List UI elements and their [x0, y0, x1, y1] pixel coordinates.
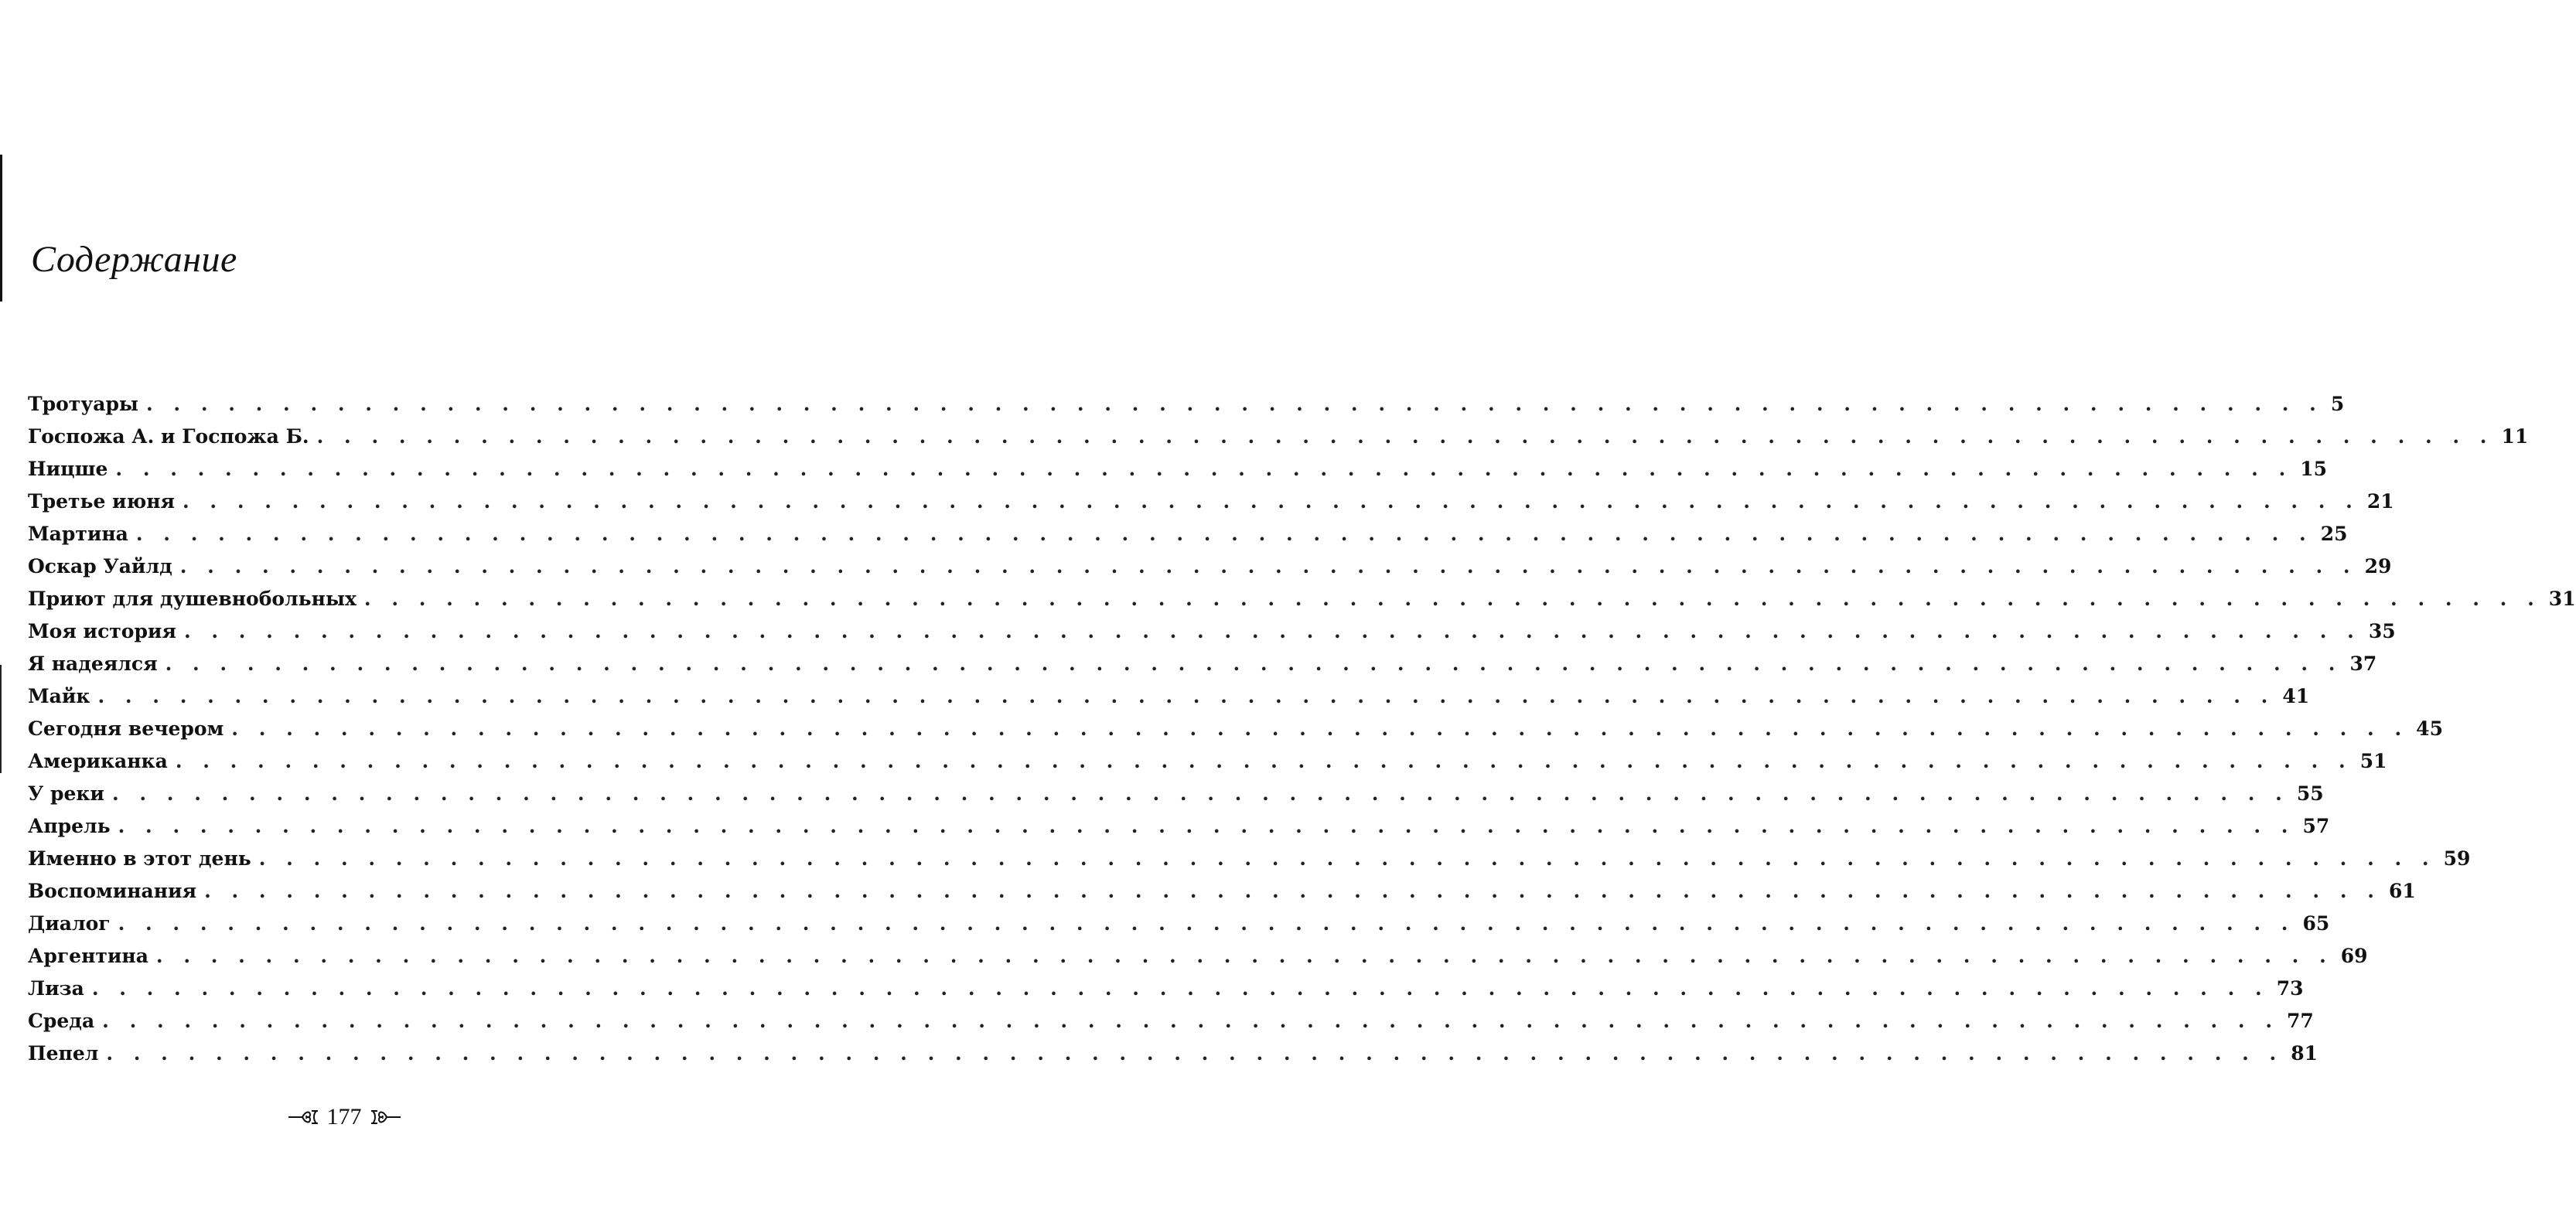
- ornament-right-icon: [367, 1108, 402, 1126]
- toc-entry-page: 45: [2416, 717, 2443, 740]
- toc-entry: [28, 908, 2330, 940]
- toc-entry-leader: . . . . . . . . . . . . . . . . . . . . . . . . . . . . . . . . . . . . . . . . . . . . . . . . . . . . . . . . . . . . . . . . . . . . . . . . . . . . . . . .: [155, 945, 2333, 967]
- toc-entry-leader: . . . . . . . . . . . . . . . . . . . . . . . . . . . . . . . . . . . . . . . . . . . . . . . . . . . . . . . . . . . . . . . . . . . . . . . . . . . . . . . .: [316, 425, 2494, 448]
- toc-entry-page: 59: [2443, 847, 2471, 870]
- toc-entry: [28, 875, 2416, 908]
- toc-entry-leader: . . . . . . . . . . . . . . . . . . . . . . . . . . . . . . . . . . . . . . . . . . . . . . . . . . . . . . . . . . . . . . . . . . . . . . . . . . . . . . . .: [204, 880, 2381, 902]
- toc-entry: [28, 388, 2345, 421]
- toc-entry-title: Приют для душевнобольных: [28, 588, 357, 610]
- toc-entry-leader: . . . . . . . . . . . . . . . . . . . . . . . . . . . . . . . . . . . . . . . . . . . . . . . . . . . . . . . . . . . . . . . . . . . . . . . . . . . . . . . .: [146, 393, 2323, 415]
- toc-entry-title: Воспоминания: [28, 880, 197, 902]
- toc-entry-title: Я надеялся: [28, 652, 158, 675]
- toc-entry-leader: . . . . . . . . . . . . . . . . . . . . . . . . . . . . . . . . . . . . . . . . . . . . . . . . . . . . . . . . . . . . . . . . . . . . . . . . . . . . . . . .: [183, 620, 2361, 642]
- toc-entry-title: Именно в этот день: [28, 847, 251, 870]
- toc-entry: [28, 810, 2330, 843]
- toc-entry-leader: . . . . . . . . . . . . . . . . . . . . . . . . . . . . . . . . . . . . . . . . . . . . . . . . . . . . . . . . . . . . . . . . . . . . . . . . . . . . . . . .: [258, 847, 2436, 870]
- toc-entry: [28, 940, 2368, 973]
- toc-entry-page: 81: [2291, 1042, 2318, 1065]
- toc-entry-title: Госпожа А. и Госпожа Б.: [28, 425, 309, 448]
- toc-entry-leader: . . . . . . . . . . . . . . . . . . . . . . . . . . . . . . . . . . . . . . . . . . . . . . . . . . . . . . . . . . . . . . . . . . . . . . . . . . . . . . . .: [111, 782, 2289, 805]
- toc-entry-page: 31: [2548, 588, 2576, 610]
- toc-entry-leader: . . . . . . . . . . . . . . . . . . . . . . . . . . . . . . . . . . . . . . . . . . . . . . . . . . . . . . . . . . . . . . . . . . . . . . . . . . . . . . . .: [102, 1010, 2280, 1032]
- toc-entry: [28, 615, 2396, 648]
- toc-entry: [28, 486, 2394, 518]
- page-title: Содержание: [31, 239, 237, 280]
- toc-entry-leader: . . . . . . . . . . . . . . . . . . . . . . . . . . . . . . . . . . . . . . . . . . . . . . . . . . . . . . . . . . . . . . . . . . . . . . . . . . . . . . . .: [179, 555, 2357, 578]
- toc-entry-title: Тротуары: [28, 393, 138, 415]
- toc-entry-page: 25: [2320, 523, 2348, 545]
- toc-entry-leader: . . . . . . . . . . . . . . . . . . . . . . . . . . . . . . . . . . . . . . . . . . . . . . . . . . . . . . . . . . . . . . . . . . . . . . . . . . . . . . . .: [97, 685, 2275, 707]
- toc-entry-page: 57: [2302, 815, 2330, 837]
- toc-entry-page: 61: [2388, 880, 2416, 902]
- toc-entry: [28, 453, 2328, 486]
- toc-entry-leader: . . . . . . . . . . . . . . . . . . . . . . . . . . . . . . . . . . . . . . . . . . . . . . . . . . . . . . . . . . . . . . . . . . . . . . . . . . . . . . . .: [135, 523, 2313, 545]
- toc-entry-leader: . . . . . . . . . . . . . . . . . . . . . . . . . . . . . . . . . . . . . . . . . . . . . . . . . . . . . . . . . . . . . . . . . . . . . . . . . . . . . . . .: [363, 588, 2541, 610]
- toc-entry-page: 11: [2501, 425, 2529, 448]
- toc-entry: [28, 843, 2471, 875]
- toc-entry-title: Оскар Уайлд: [28, 555, 172, 578]
- toc-entry: [28, 648, 2377, 680]
- toc-entry-title: У реки: [28, 782, 104, 805]
- toc-entry-leader: . . . . . . . . . . . . . . . . . . . . . . . . . . . . . . . . . . . . . . . . . . . . . . . . . . . . . . . . . . . . . . . . . . . . . . . . . . . . . . . .: [231, 717, 2409, 740]
- toc-entry-title: Ницше: [28, 458, 108, 480]
- toc-entry-leader: . . . . . . . . . . . . . . . . . . . . . . . . . . . . . . . . . . . . . . . . . . . . . . . . . . . . . . . . . . . . . . . . . . . . . . . . . . . . . . . .: [165, 652, 2342, 675]
- toc-entry-leader: . . . . . . . . . . . . . . . . . . . . . . . . . . . . . . . . . . . . . . . . . . . . . . . . . . . . . . . . . . . . . . . . . . . . . . . . . . . . . . . .: [91, 977, 2269, 1000]
- page-edge-mark-lower: [0, 665, 2, 773]
- toc-entry: [28, 583, 2576, 615]
- toc-entry-title: Сегодня вечером: [28, 717, 224, 740]
- page-number: 177: [326, 1104, 362, 1129]
- toc-entry: [28, 680, 2310, 713]
- page-edge-mark: [0, 155, 2, 302]
- toc-entry-title: Аргентина: [28, 945, 148, 967]
- toc-entry-title: Пепел: [28, 1042, 99, 1065]
- toc-entry: [28, 1037, 2318, 1070]
- toc-entry-page: 35: [2368, 620, 2396, 642]
- page-footer: [0, 1104, 773, 1133]
- toc-entry: [28, 713, 2443, 745]
- toc-entry: [28, 778, 2324, 810]
- toc-entry-page: 73: [2276, 977, 2304, 1000]
- toc-entry-title: Мартина: [28, 523, 128, 545]
- toc-entry-title: Среда: [28, 1010, 95, 1032]
- toc-entry-page: 69: [2340, 945, 2368, 967]
- toc-entry-title: Апрель: [28, 815, 111, 837]
- toc-entry-page: 21: [2366, 490, 2394, 513]
- toc-entry-title: Диалог: [28, 912, 111, 935]
- toc-entry-page: 77: [2287, 1010, 2314, 1032]
- toc-entry-page: 51: [2359, 750, 2387, 772]
- toc-entry-title: Американка: [28, 750, 168, 772]
- toc-entry-leader: . . . . . . . . . . . . . . . . . . . . . . . . . . . . . . . . . . . . . . . . . . . . . . . . . . . . . . . . . . . . . . . . . . . . . . . . . . . . . . . .: [183, 490, 2359, 513]
- toc-entry: [28, 1005, 2314, 1037]
- toc-entry-leader: . . . . . . . . . . . . . . . . . . . . . . . . . . . . . . . . . . . . . . . . . . . . . . . . . . . . . . . . . . . . . . . . . . . . . . . . . . . . . . . .: [118, 912, 2295, 935]
- toc-entry: [28, 550, 2392, 583]
- toc-entry: [28, 518, 2348, 550]
- ornament-left-icon: [287, 1108, 322, 1126]
- toc-entry-page: 15: [2300, 458, 2328, 480]
- toc-entry-page: 41: [2282, 685, 2310, 707]
- toc-entry-leader: . . . . . . . . . . . . . . . . . . . . . . . . . . . . . . . . . . . . . . . . . . . . . . . . . . . . . . . . . . . . . . . . . . . . . . . . . . . . . . . .: [115, 458, 2293, 480]
- toc-entry-page: 5: [2330, 393, 2345, 415]
- toc-entry-title: Третье июня: [28, 490, 176, 513]
- toc-entry-leader: . . . . . . . . . . . . . . . . . . . . . . . . . . . . . . . . . . . . . . . . . . . . . . . . . . . . . . . . . . . . . . . . . . . . . . . . . . . . . . . .: [118, 815, 2295, 837]
- toc-entry: [28, 745, 2387, 778]
- toc-entry-leader: . . . . . . . . . . . . . . . . . . . . . . . . . . . . . . . . . . . . . . . . . . . . . . . . . . . . . . . . . . . . . . . . . . . . . . . . . . . . . . . .: [175, 750, 2353, 772]
- toc-entry: [28, 421, 2529, 453]
- toc-entry: [28, 973, 2304, 1005]
- toc-entry-title: Майк: [28, 685, 90, 707]
- toc-entry-page: 29: [2364, 555, 2392, 578]
- toc-entry-leader: . . . . . . . . . . . . . . . . . . . . . . . . . . . . . . . . . . . . . . . . . . . . . . . . . . . . . . . . . . . . . . . . . . . . . . . . . . . . . . . .: [106, 1042, 2284, 1065]
- toc-entry-page: 55: [2296, 782, 2324, 805]
- toc-entry-title: Лиза: [28, 977, 84, 1000]
- toc-entry-title: Моя история: [28, 620, 176, 642]
- toc-entry-page: 37: [2349, 652, 2377, 675]
- table-of-contents: [28, 388, 2576, 1070]
- toc-entry-page: 65: [2302, 912, 2330, 935]
